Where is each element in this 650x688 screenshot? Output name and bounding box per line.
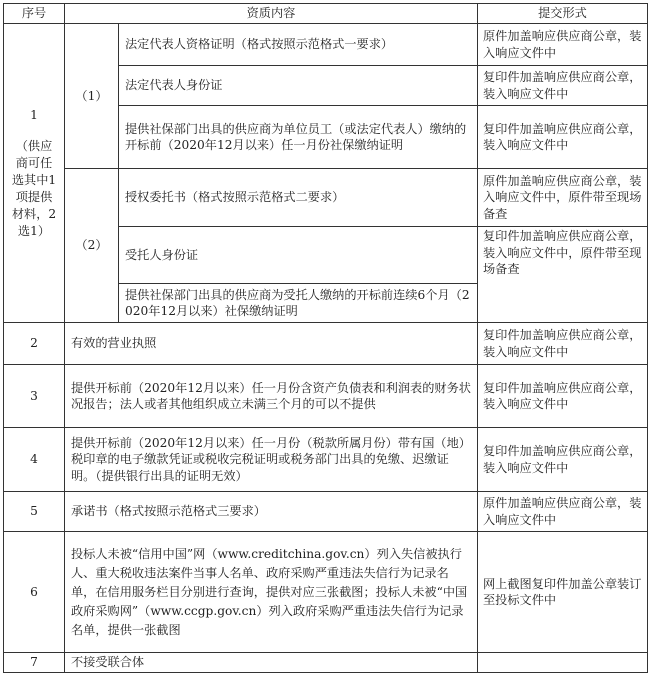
- group1-index-cell: [4, 24, 65, 323]
- row-content: 有效的营业执照: [65, 323, 478, 365]
- group1-index-note: （供应商可任选其中1项提供材料，2选1）: [11, 138, 57, 238]
- table-row: [4, 492, 648, 532]
- row-format: 网上截图复印件加盖公章装订至投标文件中: [478, 532, 648, 653]
- table-row: [4, 323, 648, 365]
- header-index: 序号: [4, 4, 65, 24]
- row-format: [478, 653, 648, 673]
- row-content: 授权委托书（格式按照示范格式二要求）: [119, 169, 478, 227]
- row-index: 2: [4, 323, 65, 365]
- group1-index-num: 1: [30, 107, 38, 122]
- row-format: 复印件加盖响应供应商公章，装入响应文件中: [478, 323, 648, 365]
- row-content: 法定代表人身份证: [119, 66, 478, 106]
- table-row: [4, 532, 648, 653]
- row-format: 原件加盖响应供应商公章，装入响应文件中，原件带至现场备查: [478, 169, 648, 227]
- header-row: [4, 4, 648, 24]
- row-content: 提供社保部门出具的供应商为单位员工（或法定代表人）缴纳的开标前（2020年12月以来）任一月份社保缴纳证明: [119, 106, 478, 169]
- row-format: 复印件加盖响应供应商公章，装入响应文件中: [478, 66, 648, 106]
- sub1-label: （1）: [65, 24, 119, 169]
- header-format: 提交形式: [478, 4, 648, 24]
- row-format: 复印件加盖响应供应商公章，装入响应文件中: [478, 106, 648, 169]
- row-format: 原件加盖响应供应商公章，装入响应文件中: [478, 492, 648, 532]
- table-row: [4, 365, 648, 428]
- row-content: 不接受联合体: [65, 653, 478, 673]
- row-content: 法定代表人资格证明（格式按照示范格式一要求）: [119, 24, 478, 66]
- row-content: 提供社保部门出具的供应商为受托人缴纳的开标前连续6个月（2020年12月以来）社保缴纳证明: [119, 284, 478, 323]
- row-index: 6: [4, 532, 65, 653]
- row-format: 复印件加盖响应供应商公章，装入响应文件中: [478, 428, 648, 492]
- table-row: [4, 169, 648, 227]
- row-index: 4: [4, 428, 65, 492]
- row-content: 提供开标前（2020年12月以来）任一月份（税款所属月份）带有国（地）税印章的电子缴款凭证或税收完税证明或税务部门出具的免缴、迟缴证明。（提供银行出具的证明无效）: [65, 428, 478, 492]
- row-index: 3: [4, 365, 65, 428]
- row-format: 复印件加盖响应供应商公章，装入响应文件中，原件带至现场备查: [478, 227, 648, 323]
- row-content: 承诺书（格式按照示范格式三要求）: [65, 492, 478, 532]
- row-content: 受托人身份证: [119, 227, 478, 284]
- table-row: [4, 428, 648, 492]
- row-index: 7: [4, 653, 65, 673]
- row-content: 提供开标前（2020年12月以来）任一月份含资产负债表和利润表的财务状况报告；法人或者其他组织成立未满三个月的可以不提供: [65, 365, 478, 428]
- header-content: 资质内容: [65, 4, 478, 24]
- sub2-label: （2）: [65, 169, 119, 323]
- table-row: [4, 653, 648, 673]
- row-index: 5: [4, 492, 65, 532]
- row-content: 投标人未被“信用中国”网（www.creditchina.gov.cn）列入失信被执行人、重大税收违法案件当事人名单、政府采购严重违法失信行为记录名单，在信用服务栏目分别进行查询，提供对应三张截图；投标人未被“中国政府采购网”（www.ccgp.gov.cn）列入政府采购严重违法失信行为记录名单，提供一张截图: [65, 532, 478, 653]
- table-row: [4, 24, 648, 66]
- qualification-table: [3, 3, 648, 673]
- row-format: 原件加盖响应供应商公章，装入响应文件中: [478, 24, 648, 66]
- row-format: 复印件加盖响应供应商公章，装入响应文件中: [478, 365, 648, 428]
